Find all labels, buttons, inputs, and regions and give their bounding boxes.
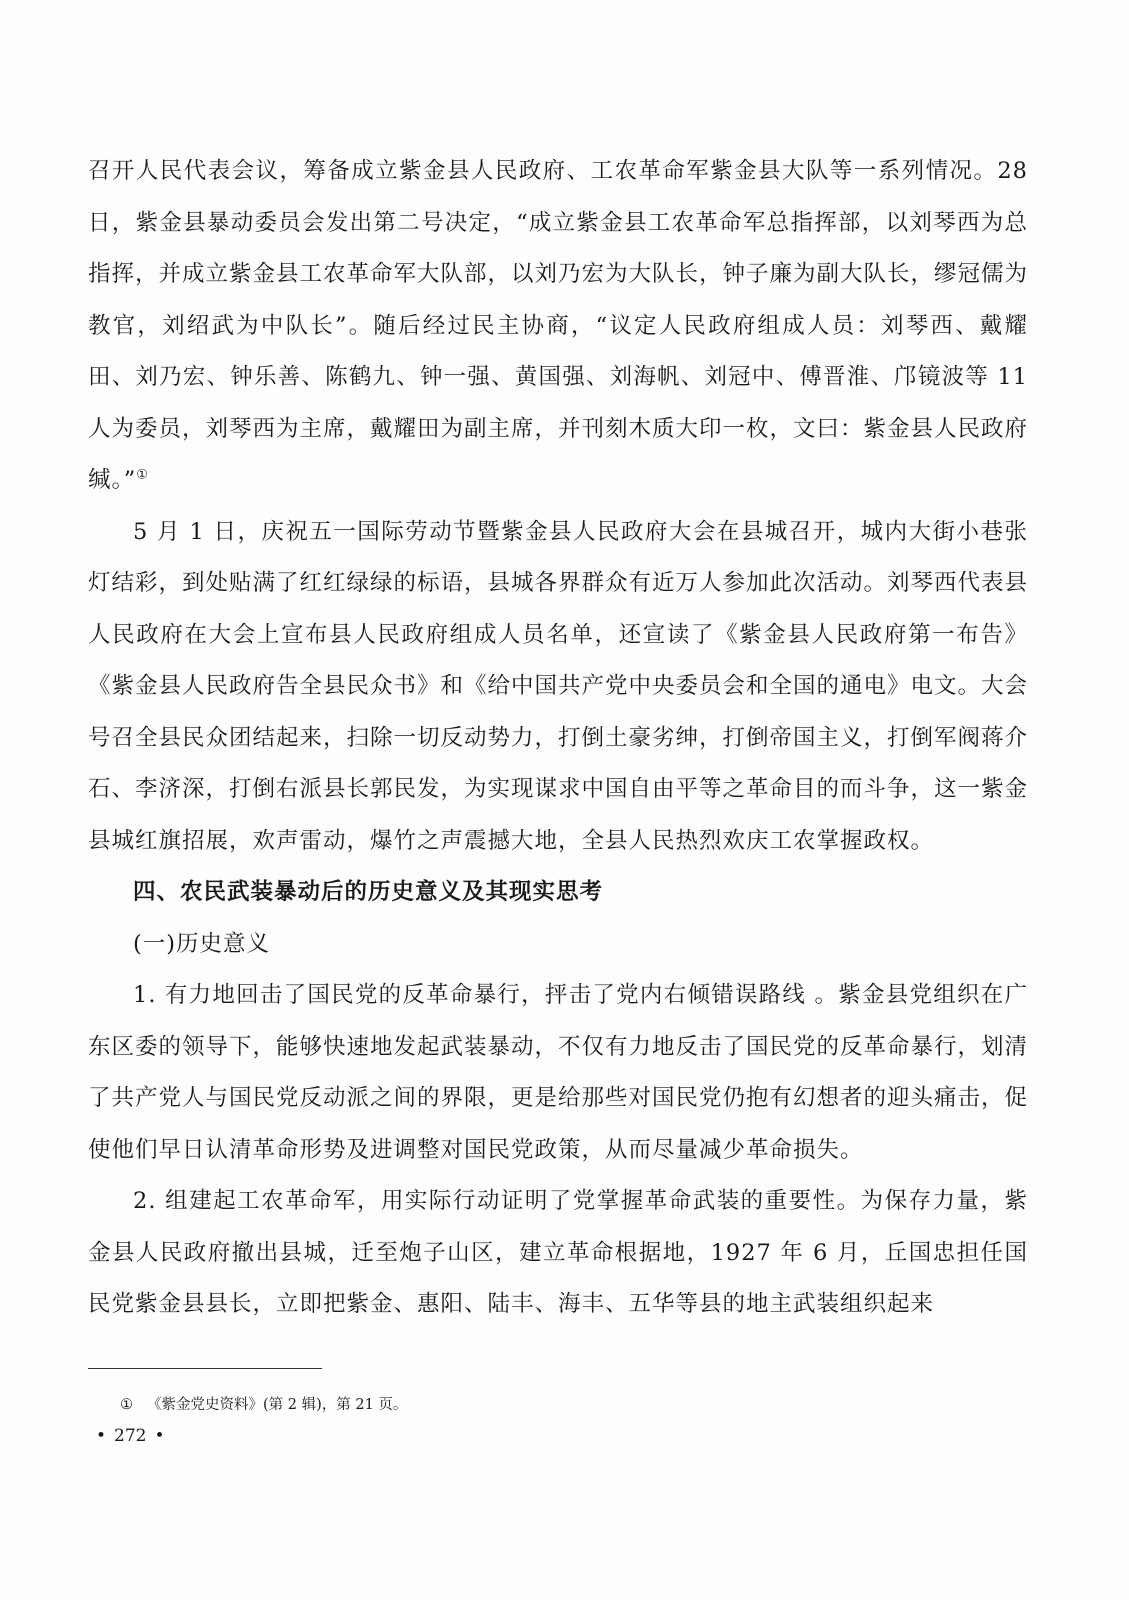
footnote-text: 《紫金党史资料》(第 2 辑)，第 21 页。 (147, 1397, 408, 1413)
page-number-dot-right: • (154, 1426, 165, 1446)
section-heading: 四、农民武装暴动后的历史意义及其现实思考 (133, 879, 604, 905)
footnote-number: ① (120, 1397, 133, 1413)
paragraph-4: 2. 组建起工农革命军，用实际行动证明了党掌握革命武装的重要性。为保存力量，紫金县人民政府撤出县城，迁至炮子山区，建立革命根据地，1927 年 6 月，丘国忠担任国民党紫金县县长，立即把紫金、惠阳、陆丰、海丰、五华等县的地主武装组织起来 (88, 1188, 1028, 1317)
paragraph-3: 1. 有力地回击了国民党的反革命暴行，抨击了党内右倾错误路线 。紫金县党组织在广东区委的领导下，能够快速地发起武装暴动，不仅有力地反击了国民党的反革命暴行，划清了共产党人与国民党反动派之间的界限，更是给那些对国民党仍抱有幻想者的迎头痛击，促使他们早日认清革命形势及进调整对国民党政策，从而尽量减少革命损失。 (88, 982, 1029, 1163)
paragraph-1 (88, 146, 1028, 507)
page-number-value: 272 (114, 1426, 147, 1446)
page-number-dot-left: • (96, 1426, 107, 1446)
footnote-divider (88, 1368, 322, 1369)
footnote-reference[interactable]: ① (136, 467, 149, 483)
body-text (88, 146, 1028, 1331)
paragraph-1-text: 召开人民代表会议，筹备成立紫金县人民政府、工农革命军紫金县大队等一系列情况。28日，紫金县暴动委员会发出第二号决定，“成立紫金县工农革命军总指挥部，以刘琴西为总指挥，并成立紫金县工农革命军大队部，以刘乃宏为大队长，钟子廉为副大队长，缪冠儒为教官，刘绍武为中队长”。随后经过民主协商，“议定人民政府组成人员：刘琴西、戴耀田、刘乃宏、钟乐善、陈鹤九、钟一强、黄国强、刘海帆、刘冠中、傅晋淮、邝镜波等 11 人为委员，刘琴西为主席，戴耀田为副主席，并刊刻木质大印一枚，文曰：紫金县人民政府缄。” (88, 158, 1029, 493)
paragraph-2: 5 月 1 日，庆祝五一国际劳动节暨紫金县人民政府大会在县城召开，城内大街小巷张灯结彩，到处贴满了红红绿绿的标语，县城各界群众有近万人参加此次活动。刘琴西代表县人民政府在大会上宣布县人民政府组成人员名单，还宣读了《紫金县人民政府第一布告》《紫金县人民政府告全县民众书》和《给中国共产党中央委员会和全国的通电》电文。大会号召全县民众团结起来，扫除一切反动势力，打倒土豪劣绅，打倒帝国主义，打倒军阀蒋介石、李济深，打倒右派县长郭民发，为实现谋求中国自由平等之革命目的而斗争，这一紫金县城红旗招展，欢声雷动，爆竹之声震撼大地，全县人民热烈欢庆工农掌握政权。 (88, 518, 1029, 854)
footnote (120, 1394, 1020, 1416)
page-number (88, 1424, 173, 1448)
subsection-heading: (一)历史意义 (133, 930, 271, 957)
